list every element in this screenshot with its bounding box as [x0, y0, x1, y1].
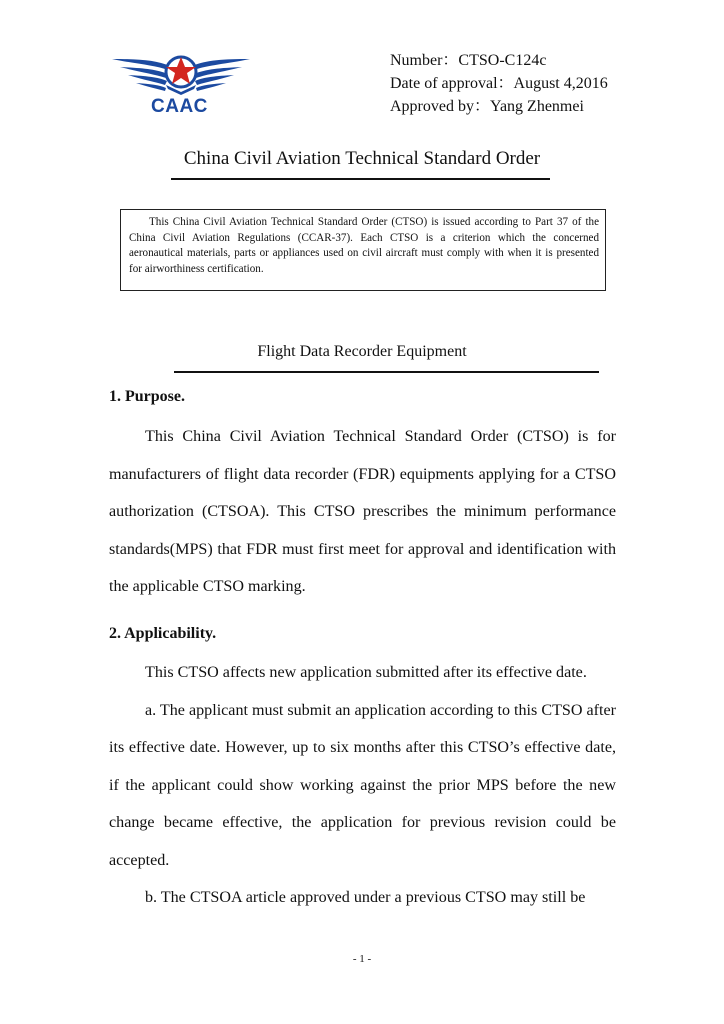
section-heading-applicability: 2. Applicability. [109, 625, 217, 642]
subject-title: Flight Data Recorder Equipment [257, 343, 467, 360]
notice-text: This China Civil Aviation Technical Standard Order (CTSO) is issued according to Part 37 of the China Civil Aviation Regulations (CCAR-37). Each CTSO is a criterion which the concerned aeronautical materials, parts or appliances used on civil aircraft must comply with when it is presented for airworthiness certification. [129, 216, 599, 275]
document-number: Number：CTSO-C124c [390, 52, 547, 69]
caac-logo [108, 52, 254, 122]
applicability-item-b: b. The CTSOA article approved under a previous CTSO may still be [145, 889, 586, 906]
applicability-intro: This CTSO affects new application submitted after its effective date. [145, 664, 587, 681]
notice-box [120, 209, 606, 291]
title-underline [171, 178, 550, 180]
section-heading-purpose: 1. Purpose. [109, 388, 185, 405]
purpose-paragraph: This China Civil Aviation Technical Standard Order (CTSO) is for manufacturers of flight data recorder (FDR) equipments applying for a CTSO authorization (CTSOA). This CTSO prescribes the minimum performance standards(MPS) that FDR must first meet for approval and identification with the applicable CTSO marking. [109, 428, 616, 595]
subject-underline [174, 371, 599, 373]
applicability-body [109, 654, 616, 917]
applicability-item-a: a. The applicant must submit an application according to this CTSO after its effective date. However, up to six months after this CTSO’s effective date, if the applicant could show working against the prior MPS before the new change became effective, the application for previous revision could be accepted. [109, 701, 616, 869]
page-number: - 1 - [352, 953, 372, 965]
document-title: China Civil Aviation Technical Standard Order [183, 148, 541, 169]
approved-by: Approved by：Yang Zhenmei [390, 98, 584, 115]
purpose-body [109, 418, 616, 606]
logo-text: CAAC [151, 96, 208, 117]
date-of-approval: Date of approval：August 4,2016 [390, 75, 608, 92]
header-meta [390, 49, 710, 118]
